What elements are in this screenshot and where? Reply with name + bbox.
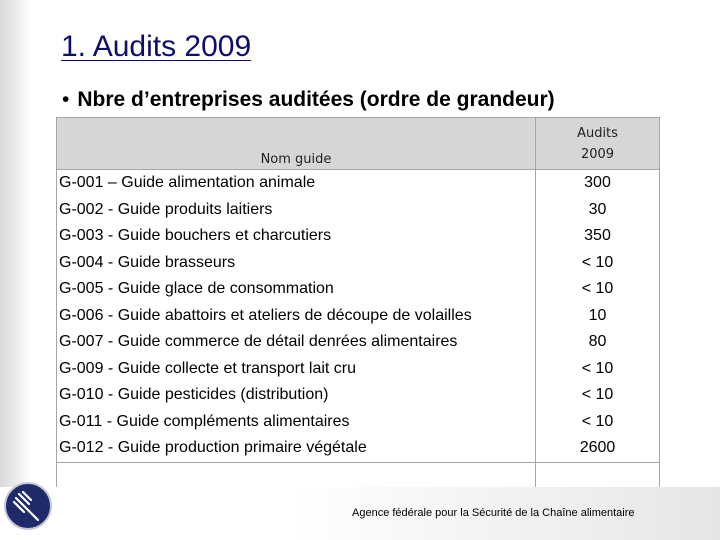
blank-cell xyxy=(57,462,536,490)
table-row xyxy=(57,409,660,436)
table-row xyxy=(57,223,660,250)
audit-count: < 10 xyxy=(536,356,660,383)
audit-count: 350 xyxy=(536,223,660,250)
guide-name: G-001 – Guide alimentation animale xyxy=(57,170,536,197)
guide-name: G-009 - Guide collecte et transport lait cru xyxy=(57,356,536,383)
table-row xyxy=(57,170,660,197)
table-row xyxy=(57,435,660,462)
subtitle-text: Nbre d’entreprises auditées (ordre de grandeur) xyxy=(77,88,555,111)
audit-count: < 10 xyxy=(536,276,660,303)
table-row xyxy=(57,197,660,224)
table-row xyxy=(57,276,660,303)
left-decor-strip xyxy=(0,0,30,540)
guide-name: G-002 - Guide produits laitiers xyxy=(57,197,536,224)
header-nom-guide: Nom guide xyxy=(57,118,536,170)
table-blank-row xyxy=(57,462,660,490)
table-row xyxy=(57,329,660,356)
table-row xyxy=(57,250,660,277)
afsca-fork-logo-icon xyxy=(2,480,54,532)
footer-agency-name: Agence fédérale pour la Sécurité de la Chaîne alimentaire xyxy=(352,507,635,519)
table-row xyxy=(57,303,660,330)
audit-count: 80 xyxy=(536,329,660,356)
guide-name: G-012 - Guide production primaire végétale xyxy=(57,435,536,462)
guide-name: G-003 - Guide bouchers et charcutiers xyxy=(57,223,536,250)
guide-name: G-004 - Guide brasseurs xyxy=(57,250,536,277)
audit-count: 300 xyxy=(536,170,660,197)
guide-name: G-010 - Guide pesticides (distribution) xyxy=(57,382,536,409)
guide-name: G-007 - Guide commerce de détail denrées alimentaires xyxy=(57,329,536,356)
table-row xyxy=(57,382,660,409)
slide-title: 1. Audits 2009 xyxy=(61,30,252,63)
audit-count: 10 xyxy=(536,303,660,330)
audit-count: < 10 xyxy=(536,382,660,409)
audit-count: < 10 xyxy=(536,250,660,277)
guide-name: G-011 - Guide compléments alimentaires xyxy=(57,409,536,436)
table-header-row xyxy=(57,118,660,170)
audit-count: < 10 xyxy=(536,409,660,436)
header-audits-line1: Audits xyxy=(577,125,618,141)
header-audits-line2: 2009 xyxy=(580,146,615,162)
guide-name: G-006 - Guide abattoirs et ateliers de découpe de volailles xyxy=(57,303,536,330)
audits-table xyxy=(56,117,660,491)
slide-subtitle xyxy=(62,88,555,112)
blank-cell xyxy=(536,462,660,490)
table-row xyxy=(57,356,660,383)
header-audits-2009 xyxy=(536,118,660,170)
audit-count: 30 xyxy=(536,197,660,224)
audit-count: 2600 xyxy=(536,435,660,462)
bullet-marker: • xyxy=(62,88,70,111)
guide-name: G-005 - Guide glace de consommation xyxy=(57,276,536,303)
